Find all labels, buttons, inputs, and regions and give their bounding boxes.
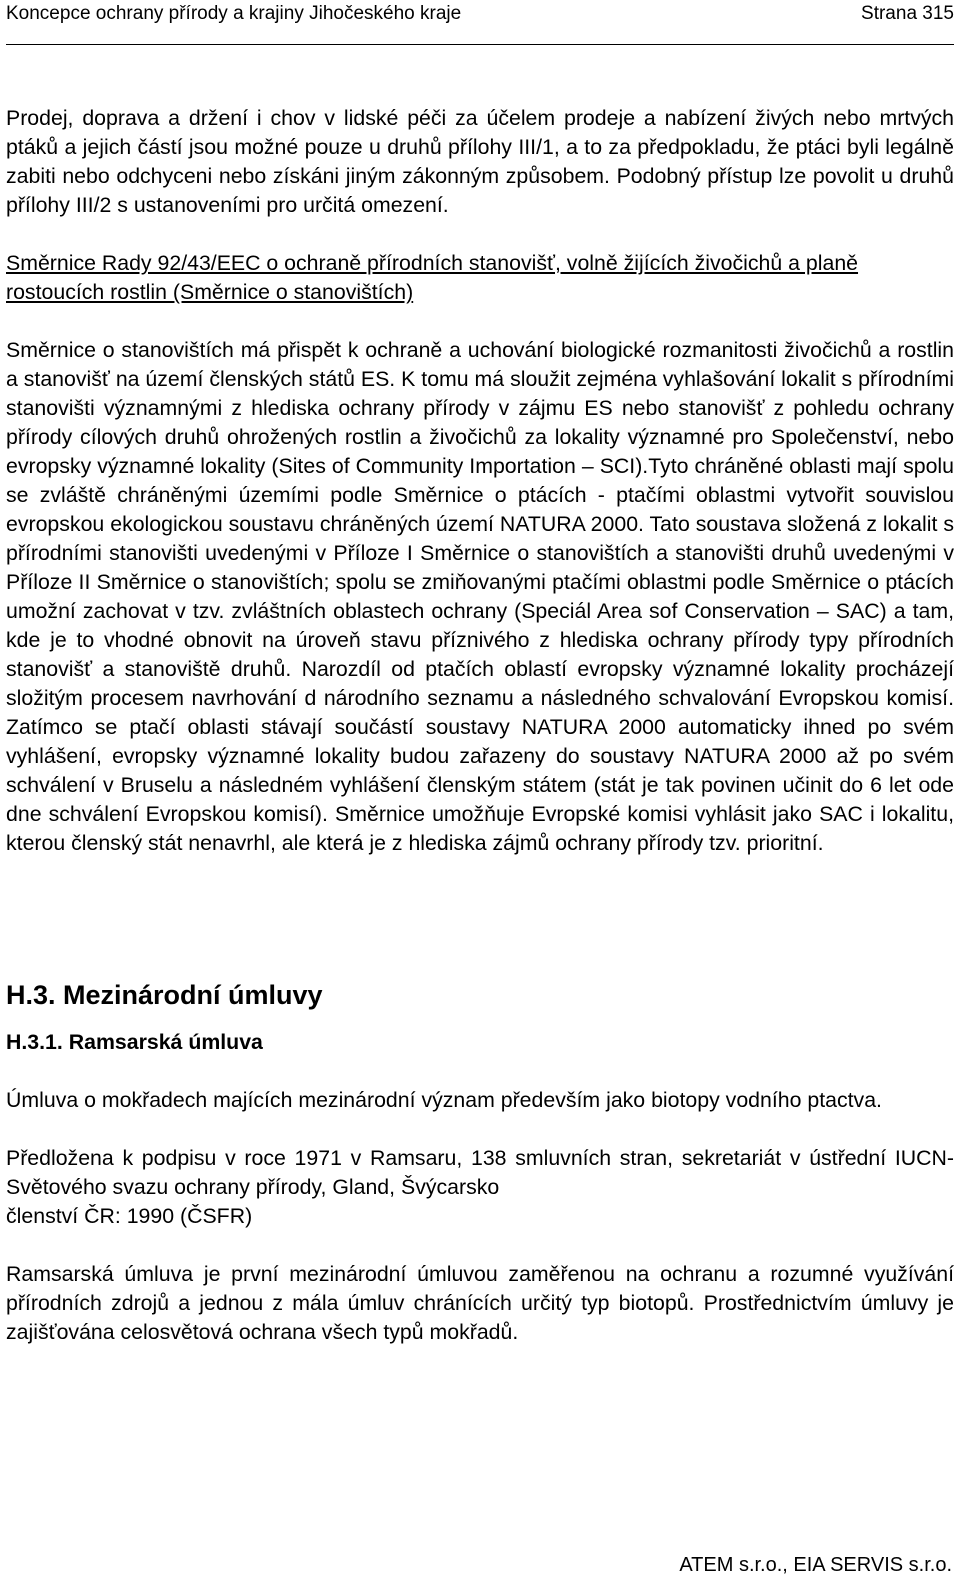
section-spacer <box>6 858 954 978</box>
page-number: Strana 315 <box>861 3 954 24</box>
page-content <box>6 104 954 1347</box>
paragraph-ramsar-signing: Předložena k podpisu v roce 1971 v Ramsaru, 138 smluvních stran, sekretariát v ústřední IUCN-Světového svazu ochrany přírody, Gland, Švýcarsko <box>6 1146 954 1199</box>
subsection-heading-ramsar: H.3.1. Ramsarská úmluva <box>6 1030 263 1054</box>
document-title: Koncepce ochrany přírody a krajiny Jihočeského kraje <box>6 3 462 24</box>
paragraph-ramsar-definition: Úmluva o mokřadech majících mezinárodní význam především jako biotopy vodního ptactva. <box>6 1088 882 1112</box>
page-header <box>6 0 954 45</box>
paragraph-ramsar-membership: členství ČR: 1990 (ČSFR) <box>6 1204 253 1228</box>
paragraph-bird-trade: Prodej, doprava a držení i chov v lidské péči za účelem prodeje a nabízení živých nebo mrtvých ptáků a jejich částí jsou možné pouze u druhů přílohy III/1, a to za předpokladu, že ptáci byli legálně zabiti nebo odchyceni nebo získáni jiným zákonným způsobem. Podobný přístup lze povolit u druhů přílohy III/2 s ustanoveními pro určitá omezení. <box>6 106 954 217</box>
section-heading-international-conventions: H.3. Mezinárodní úmluvy <box>6 980 323 1010</box>
paragraph-ramsar-description: Ramsarská úmluva je první mezinárodní úmluvou zaměřenou na ochranu a rozumné využívání přírodních zdrojů a jednou z mála úmluv chránících určitý typ biotopů. Prostřednictvím úmluvy je zajišťována celosvětová ochrana všech typů mokřadů. <box>6 1262 954 1344</box>
paragraph-habitats-directive: Směrnice o stanovištích má přispět k ochraně a uchování biologické rozmanitosti živočichů a rostlin a stanovišť na území členských států ES. K tomu má sloužit zejména vyhlašování lokalit s přírodními stanovišti významnými z hlediska ochrany přírody v zájmu ES nebo stanovišť z pohledu ochrany přírody cílových druhů ohrožených rostlin a živočichů za lokality významné pro Společenství, nebo evropsky významné lokality (Sites of Community Importation – SCI).Tyto chráněné oblasti mají spolu se zvláště chráněnými územími podle Směrnice o ptácích - ptačími oblastmi vytvořit souvislou evropskou ekologickou soustavu chráněných území NATURA 2000. Tato soustava složená z lokalit s přírodními stanovišti uvedenými v Příloze I Směrnice o stanovištích a stanovišti druhů uvedenými v Příloze II Směrnice o stanovištích; spolu se zmiňovanými ptačími oblastmi podle Směrnice o ptácích umožní zachovat v tzv. zvláštních oblastech ochrany (Speciál Area sof Conservation – SAC) a tam, kde je to vhodné obnovit na úroveň stavu příznivého z hlediska ochrany přírody typy přírodních stanovišť a stanoviště druhů. Narozdíl od ptačích oblastí evropsky významné lokality procházejí složitým procesem navrhování d národního seznamu a následného schvalování Evropskou komisí. Zatímco se ptačí oblasti stávají součástí soustavy NATURA 2000 automaticky ihned po svém vyhlášení, evropsky významné lokality budou zařazeny do soustavy NATURA 2000 až po svém schválení v Bruselu a následném vyhlášení členským státem (stát je tak povinen učinit do 6 let ode dne schválení Evropskou komisí). Směrnice umožňuje Evropské komisi vyhlásit jako SAC i lokalitu, kterou členský stát nenavrhl, ale která je z hlediska zájmů ochrany přírody tzv. prioritní. <box>6 338 954 855</box>
page-footer: ATEM s.r.o., EIA SERVIS s.r.o. <box>679 1554 952 1576</box>
habitats-directive-heading: Směrnice Rady 92/43/EEC o ochraně přírodních stanovišť, volně žijících živočichů a planě rostoucích rostlin (Směrnice o stanovištích) <box>6 251 859 304</box>
heading-spacer <box>6 1012 954 1028</box>
